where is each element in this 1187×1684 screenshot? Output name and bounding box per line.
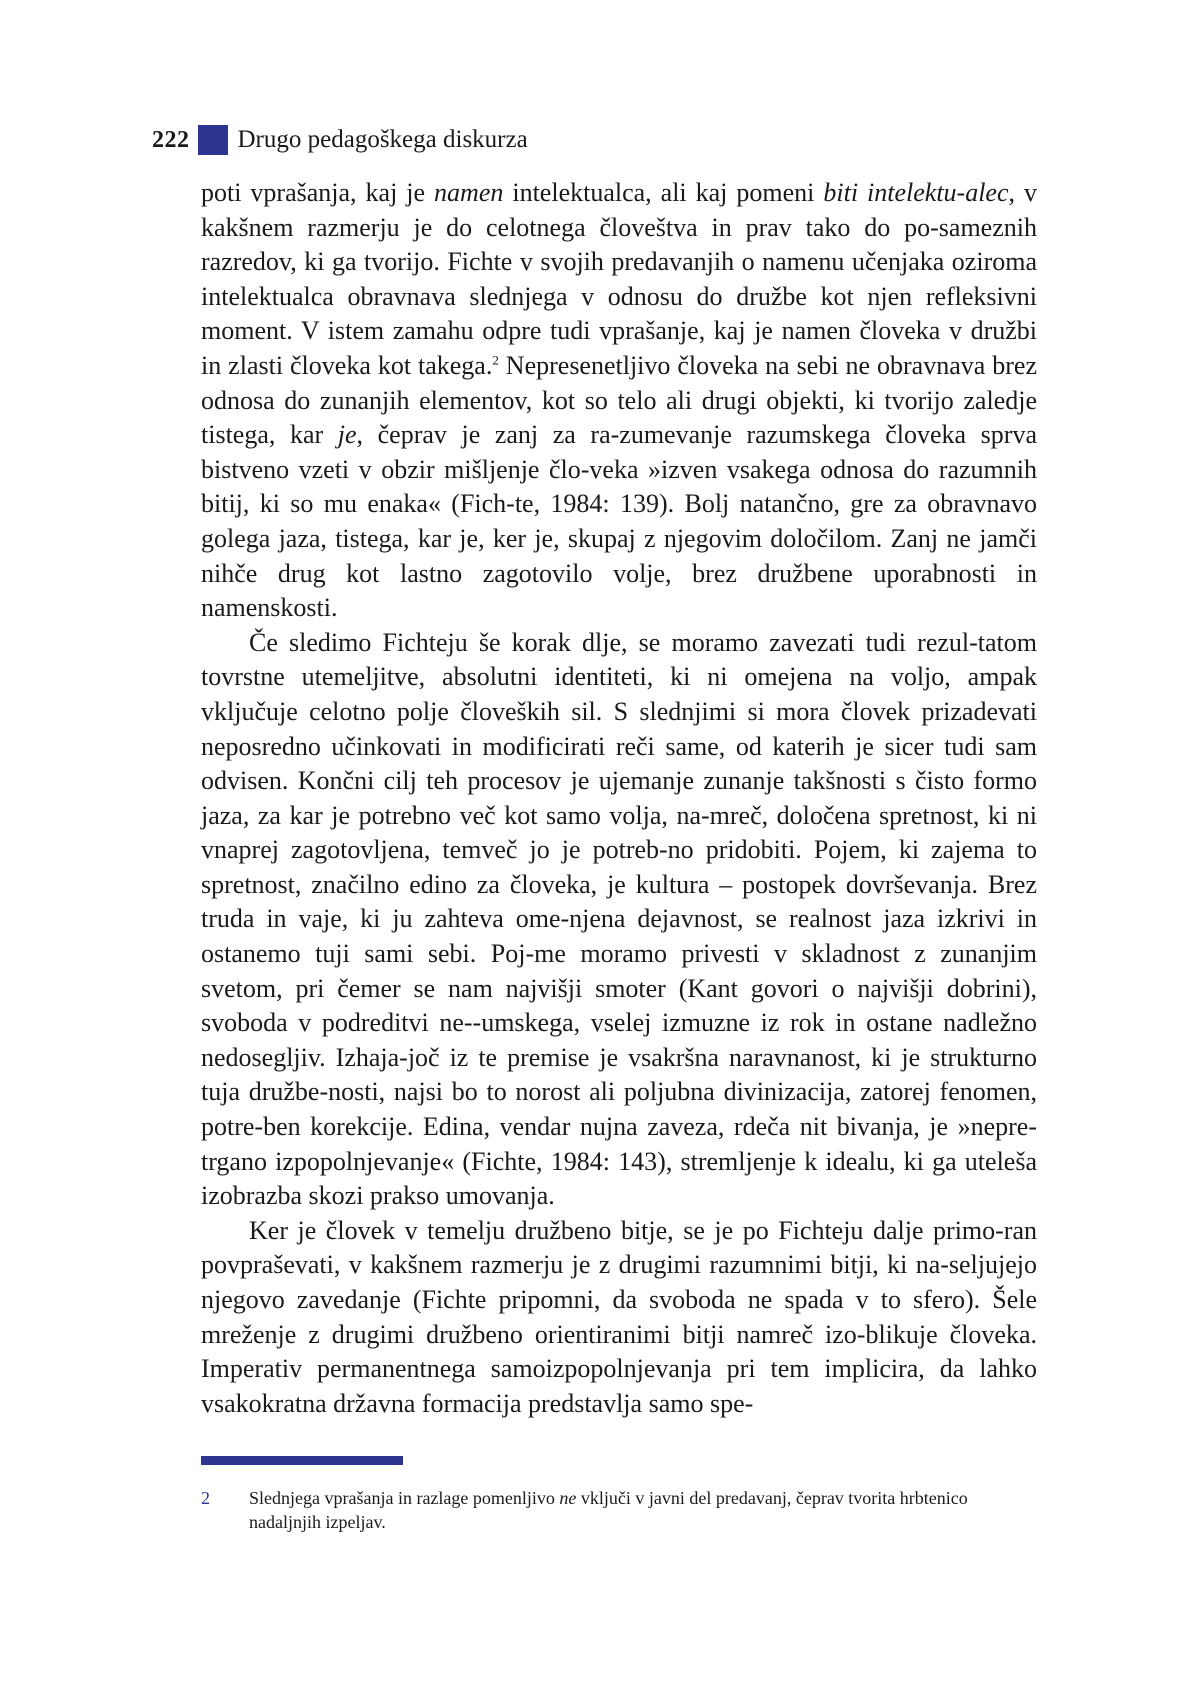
p1-italic-2: biti intelektu-alec — [823, 178, 1009, 207]
p1-italic-1: namen — [434, 178, 504, 207]
running-title: Drugo pedagoškega diskurza — [237, 126, 528, 153]
page-header — [152, 122, 528, 158]
footnote — [201, 1486, 1037, 1534]
p1-text-1: poti vprašanja, kaj je — [201, 178, 435, 207]
footnote-italic: ne — [559, 1488, 577, 1508]
footnote-reference: 2 — [492, 352, 499, 368]
footnote-divider — [201, 1456, 403, 1465]
page-number: 222 — [152, 126, 190, 153]
p1-text-4: Nepresenetljivo človeka na sebi ne obravnava brez odnosa do zunanjih elementov, kot so telo ali drugi objekti, ki tvorijo zaledje tistega, kar — [201, 350, 1037, 450]
footnote-text-2: vključi v javni del predavanj, čeprav tvorita hrbtenico nadaljnjih izpeljav. — [249, 1488, 968, 1532]
body-text — [201, 176, 1037, 1421]
footnote-text — [249, 1486, 1037, 1534]
paragraph-1 — [201, 176, 1037, 626]
p1-text-5: , čeprav je zanj za ra-zumevanje razumskega človeka sprva bistveno vzeti v obzir mišljenje člo-veka »izven vsakega odnosa do razumnih bitij, ki so mu enaka« (Fich-te, 1984: 139). Bolj natančno, gre za obravnavo golega jaza, tistega, kar je, ker je, skupaj z njegovim določilom. Zanj ne jamči nihče drug kot lastno zagotovilo volje, brez družbene uporabnosti in namenskosti. — [201, 420, 1037, 623]
footnote-number: 2 — [201, 1488, 210, 1508]
p1-text-3: , v kakšnem razmerju je do celotnega človeštva in prav tako do po-sameznih razredov, ki ga tvorijo. Fichte v svojih predavanjih o namenu učenjaka oziroma intelektualca obravnava slednjega v odnosu do družbe kot njen refleksivni moment. V istem zamahu odpre tudi vprašanje, kaj je namen človeka v družbi in zlasti človeka kot takega. — [201, 178, 1038, 380]
footnote-text-1: Slednjega vprašanja in razlage pomenljivo — [249, 1488, 560, 1508]
paragraph-3: Ker je človek v temelju družbeno bitje, se je po Fichteju dalje primo-ran povpraševati, v kakšnem razmerju je z drugimi razumnimi bitji, ki na-seljujejo njegovo zavedanje (Fichte pripomni, da svoboda ne spada v to sfero). Šele mreženje z drugimi družbeno orientiranimi bitji namreč izo-blikuje človeka. Imperativ permanentnega samoizpopolnjevanja pri tem implicira, da lahko vsakokratna državna formacija predstavlja samo spe- — [201, 1215, 1037, 1418]
p1-italic-3: je — [337, 420, 357, 450]
p1-text-2: intelektualca, ali kaj pomeni — [503, 178, 824, 207]
header-accent-square — [198, 125, 228, 155]
paragraph-2: Če sledimo Fichteju še korak dlje, se moramo zavezati tudi rezul-tatom tovrstne utemeljitve, absolutni identiteti, ki ni omejena na voljo, ampak vključuje celotno polje človeških sil. S slednjimi si mora človek prizadevati neposredno učinkovati in modificirati reči same, od katerih je sicer tudi sam odvisen. Končni cilj teh procesov je ujemanje zunanje takšnosti s čisto formo jaza, za kar je potrebno več kot samo volja, na-mreč, določena spretnost, ki ni vnaprej zagotovljena, temveč jo je potreb-no pridobiti. Pojem, ki zajema to spretnost, značilno edino za človeka, je kultura – postopek dovrševanja. Brez truda in vaje, ki ju zahteva ome-njena dejavnost, se realnost jaza izkrivi in ostanemo tuji sami sebi. Poj-me moramo privesti v skladnost z zunanjim svetom, pri čemer se nam najvišji smoter (Kant govori o najvišji dobrini), svoboda v podreditvi ne--umskega, vselej izmuzne iz rok in ostane nadležno nedosegljiv. Izhaja-joč iz te premise je vsakršna naravnanost, ki je strukturno tuja družbe-nosti, najsi bo to norost ali poljubna divinizacija, zatorej fenomen, potre-ben korekcije. Edina, vendar nujna zaveza, rdeča nit bivanja, je »nepre-trgano izpopolnjevanje« (Fichte, 1984: 143), stremljenje k idealu, ki ga uteleša izobrazba skozi prakso umovanja. — [201, 627, 1037, 1211]
